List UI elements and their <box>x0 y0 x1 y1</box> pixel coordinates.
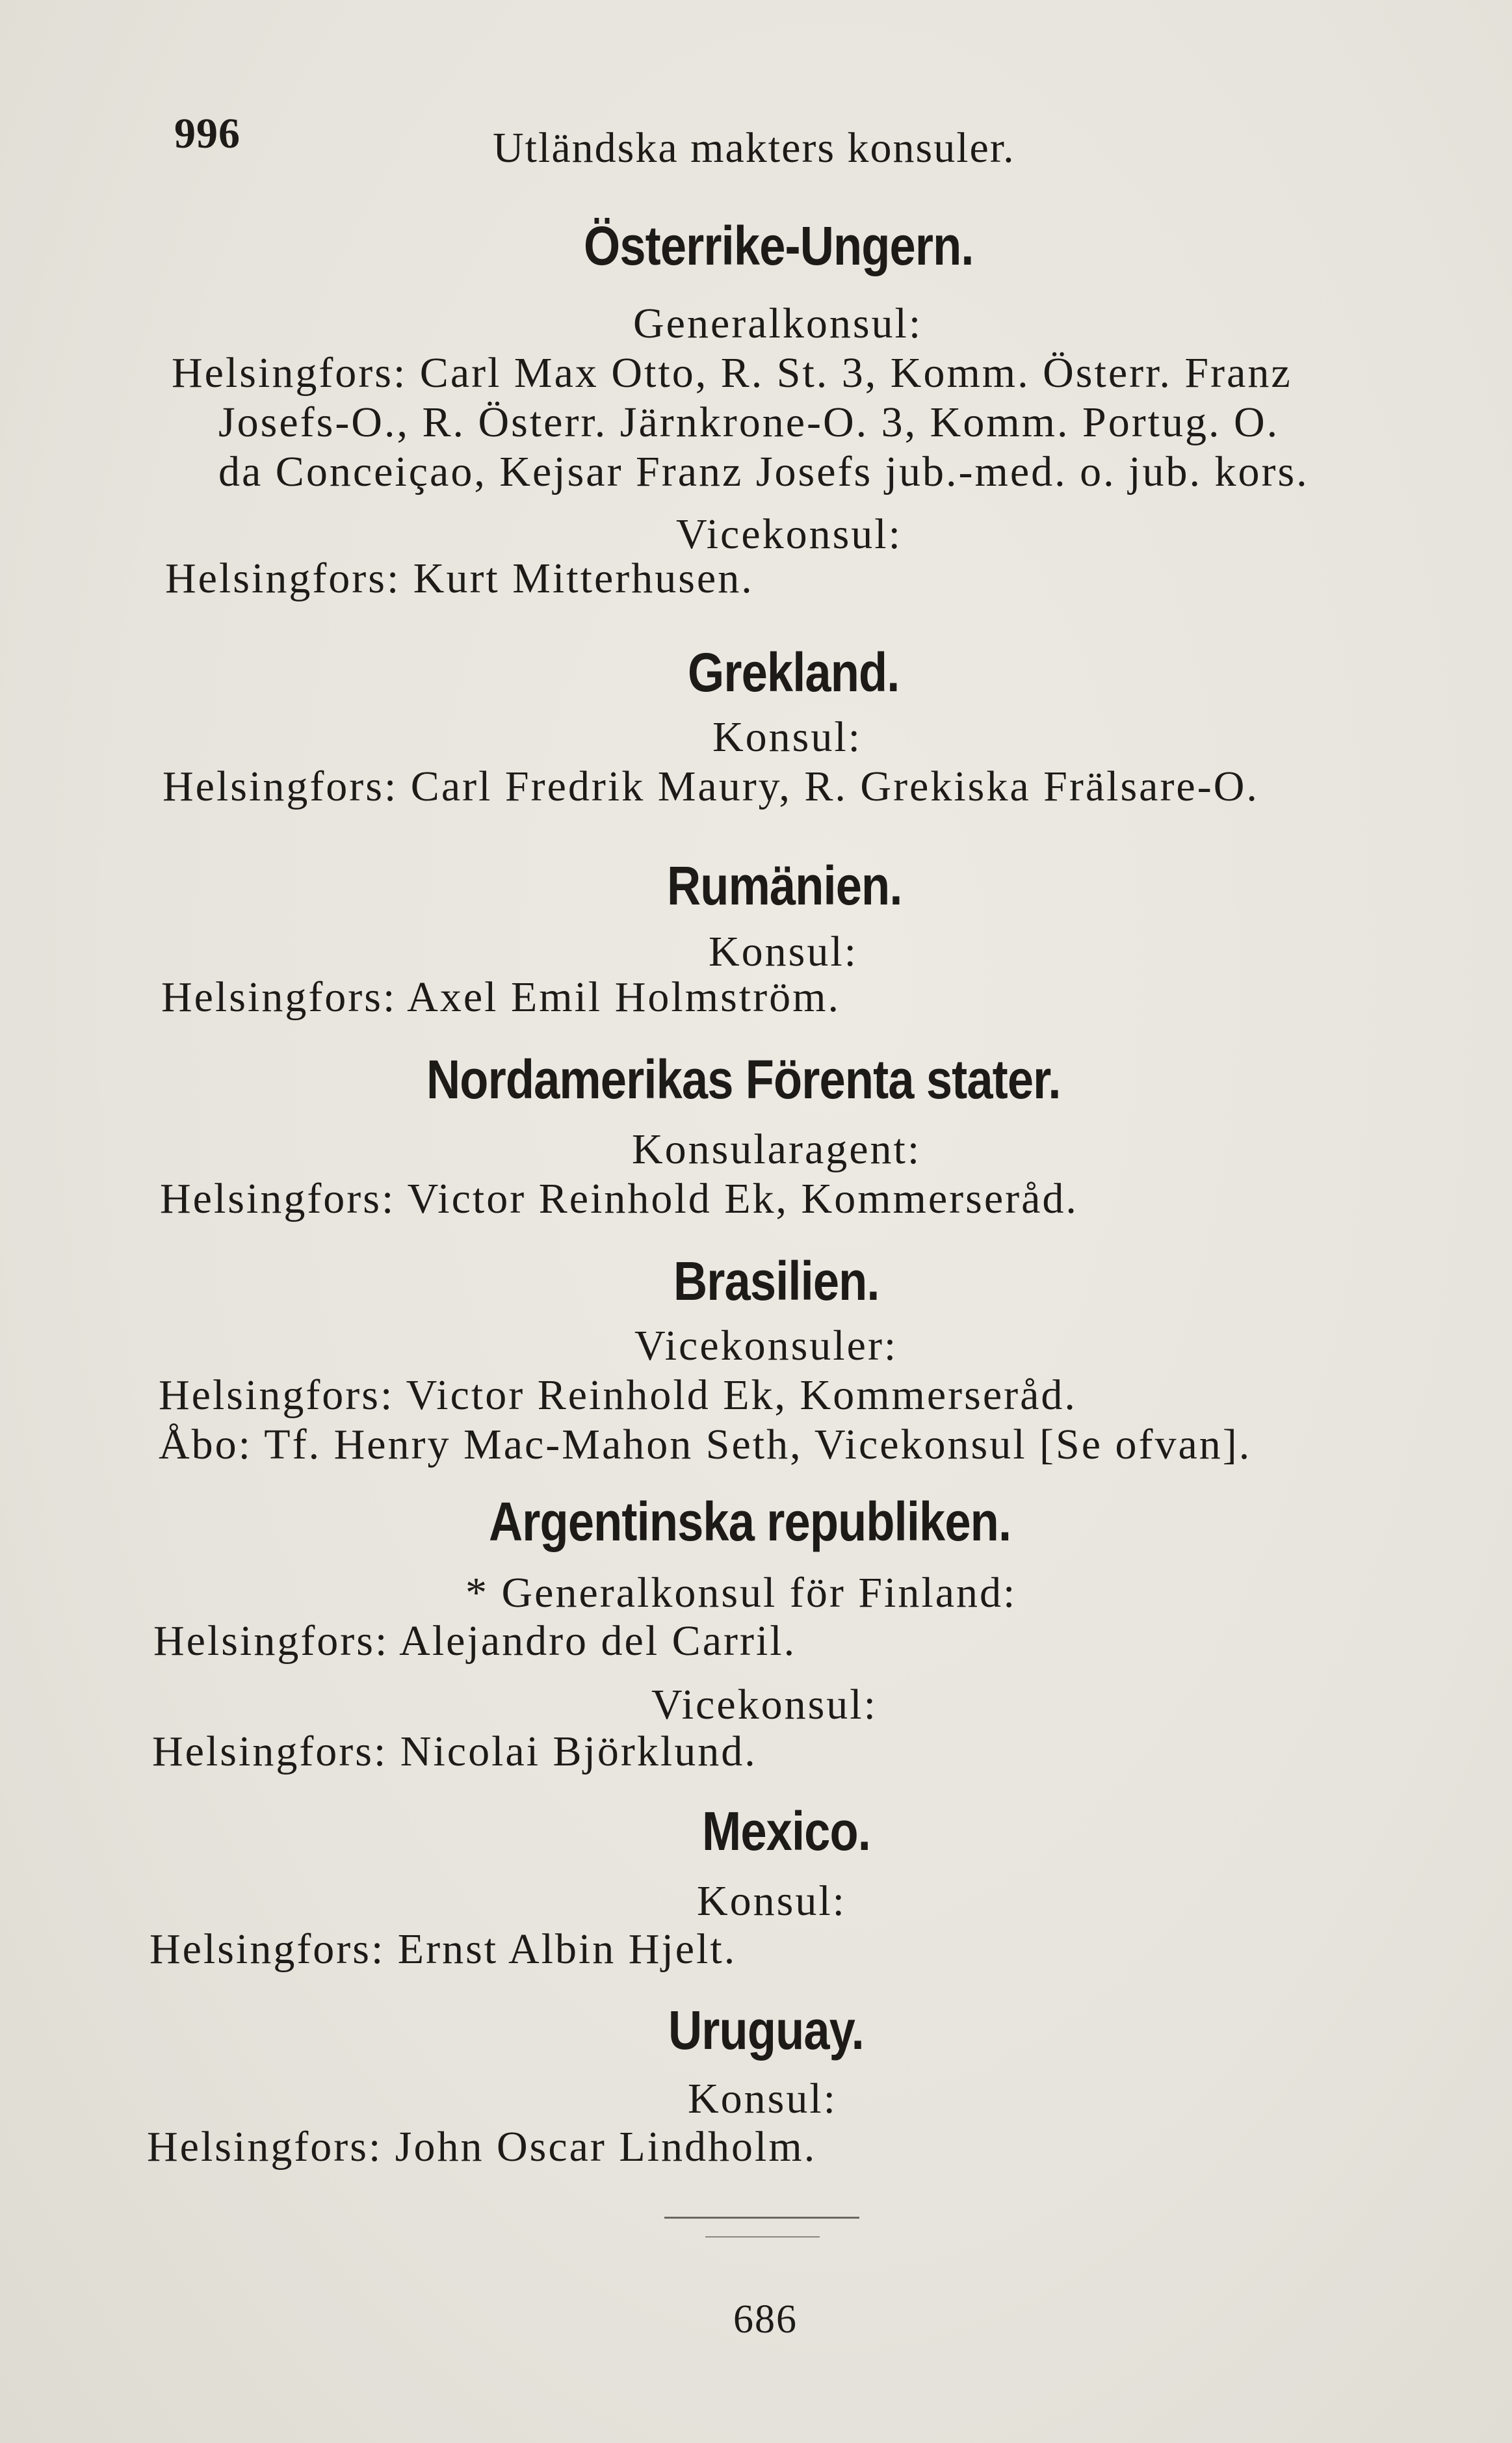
country-heading-greece: Grekland. <box>688 642 900 703</box>
consul-entry: Helsingfors: Victor Reinhold Ek, Kommerseråd. <box>159 1371 1077 1419</box>
role-title: Konsul: <box>697 1877 847 1925</box>
country-heading-uruguay: Uruguay. <box>668 2000 864 2061</box>
country-heading-romania: Rumänien. <box>667 855 902 916</box>
running-title: Utländska makters konsuler. <box>493 124 1015 172</box>
role-title: Generalkonsul: <box>633 300 923 347</box>
country-heading-argentina: Argentinska republiken. <box>489 1491 1011 1552</box>
consul-entry: Helsingfors: Kurt Mitterhusen. <box>165 555 754 602</box>
role-title: Vicekonsul: <box>651 1681 878 1728</box>
consul-entry-continued: Josefs-O., R. Österr. Järnkrone-O. 3, Komm. Portug. O. <box>218 399 1280 446</box>
role-title: Konsul: <box>688 2075 838 2122</box>
footer-rule <box>664 2217 859 2219</box>
consul-entry: Helsingfors: Axel Emil Holmström. <box>161 973 841 1021</box>
consul-entry: Helsingfors: Carl Fredrik Maury, R. Grekiska Frälsare-O. <box>163 763 1259 810</box>
role-title: Konsularagent: <box>632 1126 922 1173</box>
consul-entry: Helsingfors: Ernst Albin Hjelt. <box>150 1925 737 1973</box>
country-heading-mexico: Mexico. <box>702 1801 870 1862</box>
consul-entry: Helsingfors: Alejandro del Carril. <box>153 1617 797 1665</box>
footer-rule-short <box>705 2236 820 2238</box>
consul-entry: Helsingfors: Victor Reinhold Ek, Kommerseråd. <box>160 1175 1078 1222</box>
role-title: Konsul: <box>712 713 863 761</box>
role-title: * Generalkonsul för Finland: <box>465 1569 1017 1617</box>
role-title: Konsul: <box>709 928 859 975</box>
country-heading-austria: Österrike-Ungern. <box>584 215 974 276</box>
page-number: 996 <box>174 110 241 157</box>
role-title: Vicekonsuler: <box>634 1322 898 1369</box>
country-heading-usa: Nordamerikas Förenta stater. <box>426 1049 1061 1110</box>
consul-entry: Helsingfors: Carl Max Otto, R. St. 3, Komm. Österr. Franz <box>172 349 1292 397</box>
consul-entry: Helsingfors: Nicolai Björklund. <box>152 1728 757 1775</box>
consul-entry-continued: da Conceiçao, Kejsar Franz Josefs jub.-med. o. jub. kors. <box>218 448 1309 495</box>
printer-signature: 686 <box>733 2297 798 2342</box>
consul-entry: Åbo: Tf. Henry Mac-Mahon Seth, Vicekonsul [Se ofvan]. <box>159 1421 1252 1468</box>
country-heading-brazil: Brasilien. <box>673 1250 880 1312</box>
consul-entry: Helsingfors: John Oscar Lindholm. <box>147 2123 817 2171</box>
role-title: Vicekonsul: <box>676 510 902 558</box>
